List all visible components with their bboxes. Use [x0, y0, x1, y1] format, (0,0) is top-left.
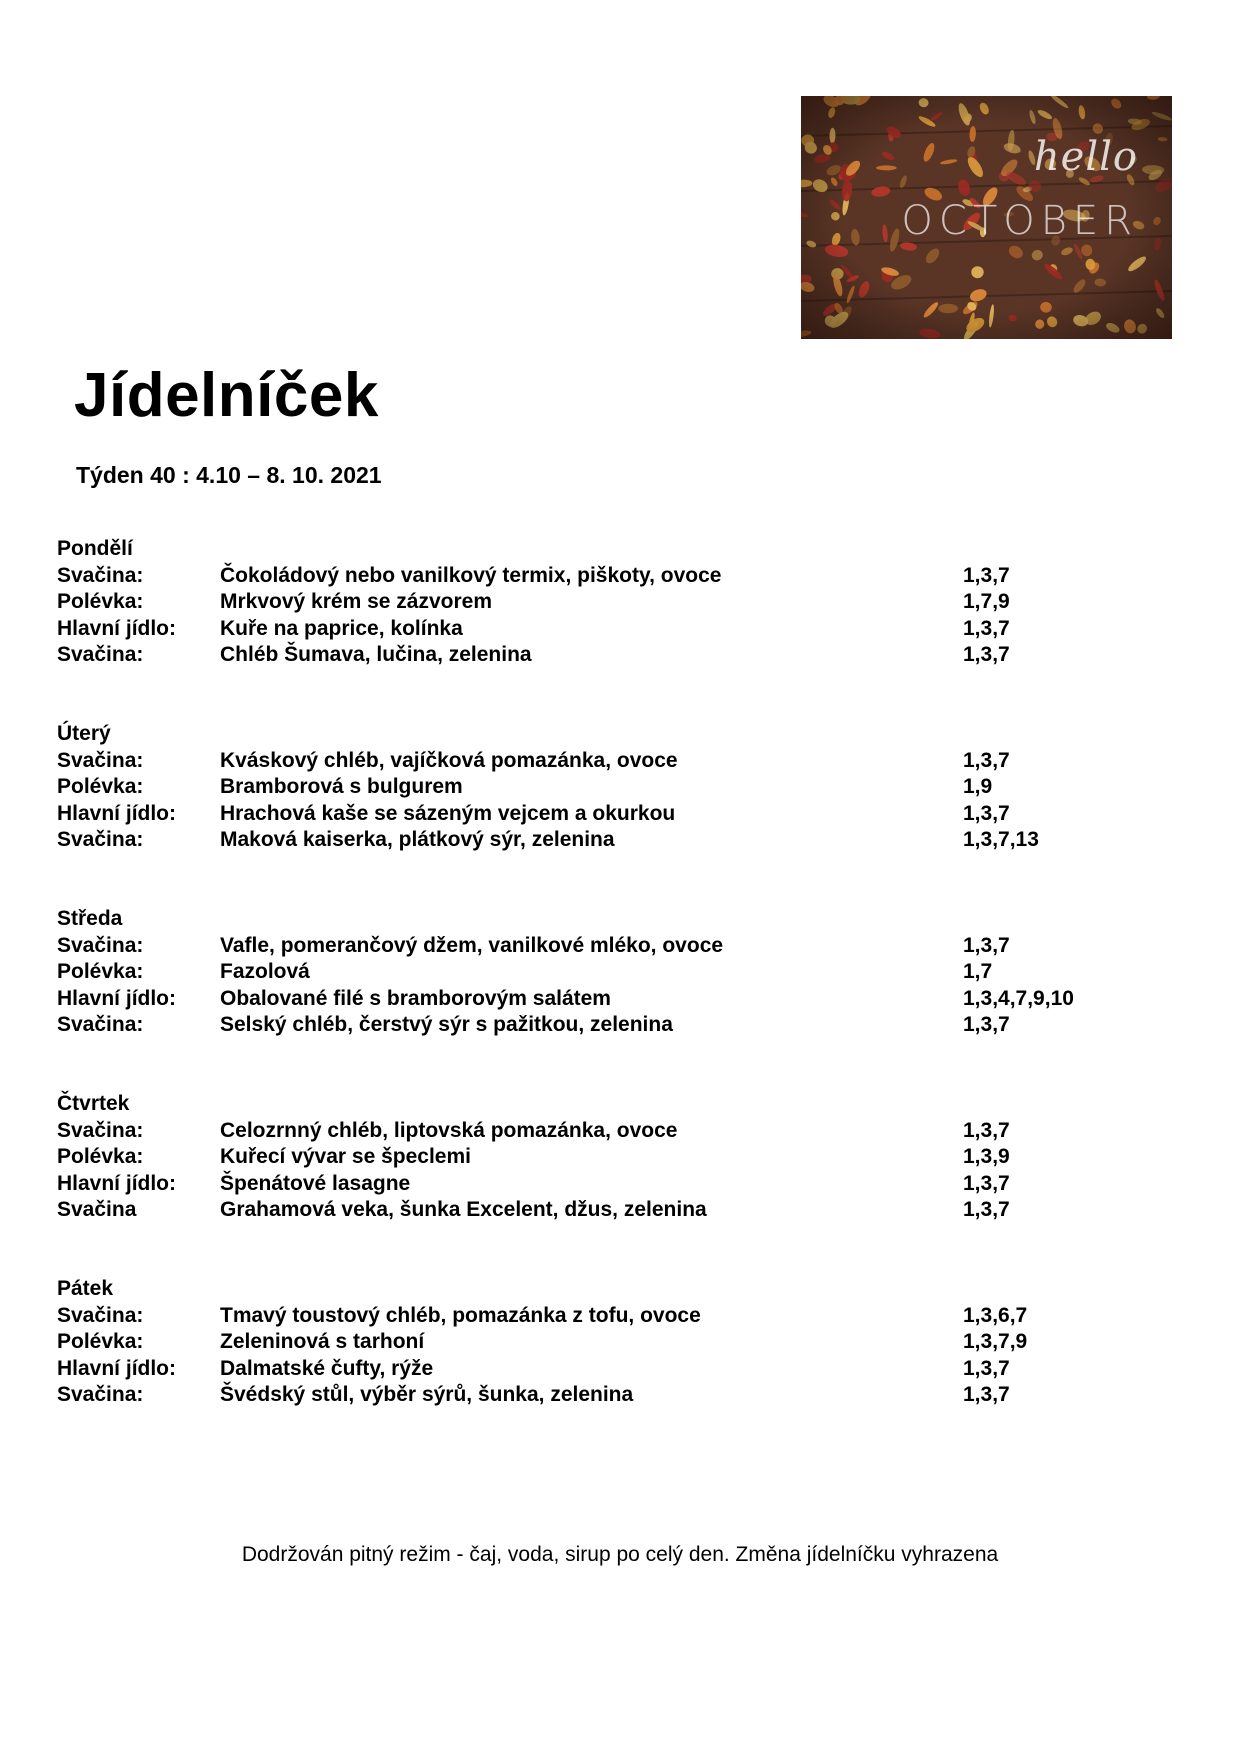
meal-dish: Kuře na paprice, kolínka — [220, 616, 463, 640]
meal-dish: Chléb Šumava, lučina, zelenina — [220, 643, 532, 666]
meal-row — [57, 1197, 1177, 1224]
meal-allergens: 1,3,7,13 — [963, 828, 1039, 851]
meal-dish: Obalované filé s bramborovým salátem — [220, 986, 611, 1010]
meal-dish: Celozrnný chléb, liptovská pomazánka, ovoce — [220, 1118, 678, 1142]
meal-row — [57, 642, 1177, 669]
day-wednesday — [57, 906, 1177, 1091]
meal-dish: Tmavý toustový chléb, pomazánka z tofu, ovoce — [220, 1303, 701, 1327]
meal-allergens: 1,7 — [963, 960, 993, 983]
meal-type: Svačina: — [57, 1303, 144, 1327]
weekly-menu — [57, 536, 1177, 1461]
meal-row — [57, 1356, 1177, 1383]
meal-row — [57, 801, 1177, 828]
meal-type: Svačina: — [57, 1383, 144, 1406]
meal-allergens: 1,3,7 — [963, 643, 1010, 666]
meal-dish: Kváskový chléb, vajíčková pomazánka, ovoce — [220, 748, 678, 772]
meal-allergens: 1,3,7 — [963, 1171, 1010, 1195]
meal-allergens: 1,3,7 — [963, 1013, 1010, 1036]
meal-dish: Grahamová veka, šunka Excelent, džus, zelenina — [220, 1198, 707, 1221]
meal-type: Polévka: — [57, 590, 144, 613]
meal-allergens: 1,3,4,7,9,10 — [963, 986, 1074, 1010]
meal-row — [57, 1382, 1177, 1409]
meal-allergens: 1,7,9 — [963, 590, 1010, 613]
meal-dish: Selský chléb, čerstvý sýr s pažitkou, zelenina — [220, 1013, 673, 1036]
meal-row — [57, 1171, 1177, 1198]
meal-allergens: 1,3,6,7 — [963, 1303, 1028, 1327]
autumn-leaves-photo — [801, 96, 1172, 339]
meal-allergens: 1,3,7 — [963, 748, 1010, 772]
meal-dish: Kuřecí vývar se špeclemi — [220, 1145, 471, 1168]
meal-type: Svačina: — [57, 828, 144, 851]
meal-row — [57, 1118, 1177, 1145]
meal-allergens: 1,3,7 — [963, 1383, 1010, 1406]
meal-allergens: 1,9 — [963, 775, 993, 798]
meal-type: Svačina: — [57, 563, 144, 587]
week-range: Týden 40 : 4.10 – 8. 10. 2021 — [76, 462, 382, 488]
meal-allergens: 1,3,7 — [963, 1356, 1010, 1380]
photo-hello-text: hello — [1033, 134, 1138, 180]
meal-type: Polévka: — [57, 775, 144, 798]
day-tuesday — [57, 721, 1177, 906]
meal-dish: Vafle, pomerančový džem, vanilkové mléko, ovoce — [220, 933, 724, 957]
day-name: Čtvrtek — [57, 1092, 130, 1115]
meal-dish: Hrachová kaše se sázeným vejcem a okurkou — [220, 801, 676, 825]
meal-type: Polévka: — [57, 1330, 144, 1353]
meal-type: Polévka: — [57, 1145, 144, 1168]
day-thursday — [57, 1091, 1177, 1276]
meal-dish: Fazolová — [220, 960, 310, 983]
meal-type: Polévka: — [57, 960, 144, 983]
meal-allergens: 1,3,7 — [963, 616, 1010, 640]
footer-note: Dodržován pitný režim - čaj, voda, sirup po celý den. Změna jídelníčku vyhrazena — [241, 1543, 999, 1566]
meal-dish: Švédský stůl, výběr sýrů, šunka, zelenina — [220, 1383, 634, 1406]
meal-row — [57, 1329, 1177, 1356]
meal-row — [57, 774, 1177, 801]
day-name: Středa — [57, 907, 123, 930]
meal-dish: Špenátové lasagne — [220, 1171, 411, 1195]
meal-row — [57, 933, 1177, 960]
meal-dish: Bramborová s bulgurem — [220, 775, 463, 798]
meal-type: Hlavní jídlo: — [57, 1356, 177, 1380]
meal-type: Svačina: — [57, 643, 144, 666]
meal-allergens: 1,3,7,9 — [963, 1330, 1028, 1353]
meal-allergens: 1,3,7 — [963, 1118, 1010, 1142]
meal-allergens: 1,3,7 — [963, 933, 1010, 957]
meal-row — [57, 1012, 1177, 1039]
meal-row — [57, 827, 1177, 854]
photo-october-text: OCTOBER — [901, 198, 1138, 244]
meal-row — [57, 986, 1177, 1013]
meal-allergens: 1,3,9 — [963, 1145, 1010, 1168]
meal-type: Hlavní jídlo: — [57, 1171, 177, 1195]
meal-allergens: 1,3,7 — [963, 801, 1010, 825]
meal-row — [57, 748, 1177, 775]
meal-type: Svačina: — [57, 1118, 144, 1142]
meal-type: Hlavní jídlo: — [57, 986, 177, 1010]
day-friday — [57, 1276, 1177, 1461]
meal-type: Hlavní jídlo: — [57, 801, 177, 825]
day-name: Úterý — [57, 722, 111, 745]
meal-type: Svačina: — [57, 1013, 144, 1036]
meal-dish: Maková kaiserka, plátkový sýr, zelenina — [220, 828, 615, 851]
meal-type: Svačina — [57, 1198, 137, 1221]
day-name: Pondělí — [57, 537, 133, 560]
meal-row — [57, 616, 1177, 643]
meal-dish: Zeleninová s tarhoní — [220, 1330, 425, 1353]
meal-dish: Čokoládový nebo vanilkový termix, piškoty, ovoce — [220, 563, 722, 587]
page-title: Jídelníček — [74, 361, 379, 430]
meal-allergens: 1,3,7 — [963, 563, 1010, 587]
meal-type: Hlavní jídlo: — [57, 616, 177, 640]
meal-row — [57, 959, 1177, 986]
meal-dish: Dalmatské čufty, rýže — [220, 1356, 434, 1380]
meal-type: Svačina: — [57, 748, 144, 772]
meal-allergens: 1,3,7 — [963, 1198, 1010, 1221]
meal-type: Svačina: — [57, 933, 144, 957]
meal-row — [57, 1303, 1177, 1330]
meal-row — [57, 563, 1177, 590]
meal-row — [57, 1144, 1177, 1171]
day-name: Pátek — [57, 1277, 114, 1300]
meal-row — [57, 589, 1177, 616]
day-monday — [57, 536, 1177, 721]
meal-dish: Mrkvový krém se zázvorem — [220, 590, 492, 613]
